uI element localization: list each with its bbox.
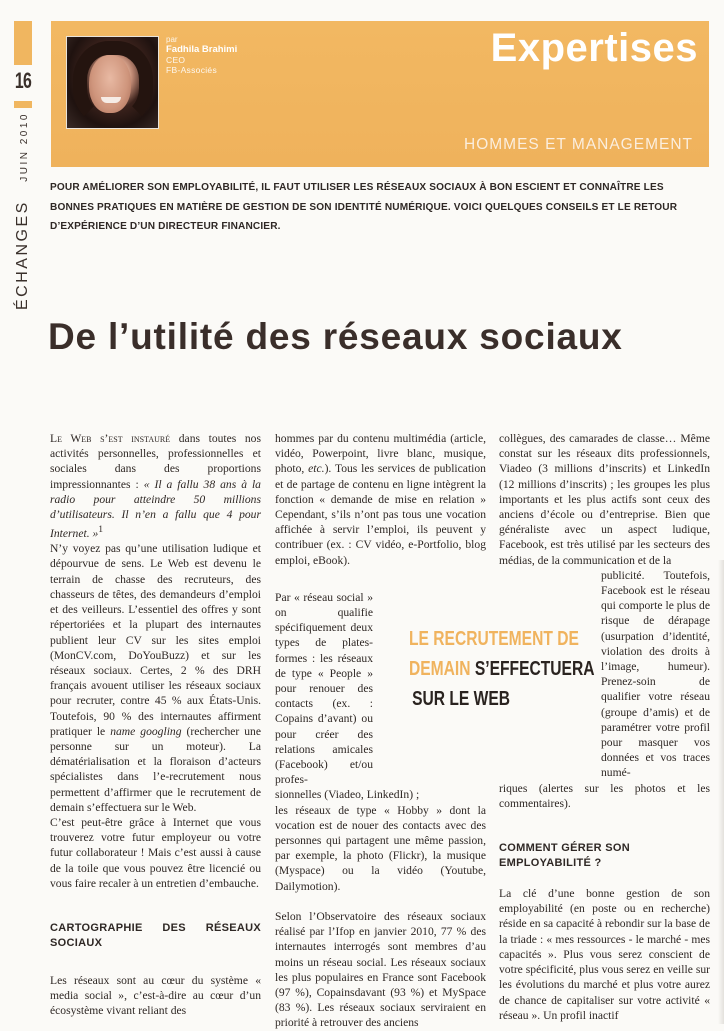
paragraph: les réseaux de type « Hobby » dont la vocation est de nouer des contacts avec des personnes qui partagent une même passion, par exemple, la photo (Flickr), la musique (Myspace) ou la vidéo (Youtube, Dailymotion). [275, 803, 486, 893]
page-number: 16 [14, 68, 32, 93]
issue-date: JUIN 2010 [19, 112, 30, 182]
article-column-2 [275, 431, 486, 1031]
paragraph: C’est peut-être grâce à Internet que vous trouverez votre futur employeur ou votre futur collaborateur ! Mais c’est aussi à cause de la toile que vous pouvez être licencié ou vous faire recaler à un entretien d’embauche. [50, 815, 261, 890]
header-banner [51, 21, 709, 167]
rail-accent-bar-small [14, 101, 32, 108]
paragraph: hommes par du contenu multimédia (article, vidéo, Powerpoint, livre blanc, musique, photo, etc.). Tous les services de publication et de partage de contenu en ligne intègrent la fonction « demande de mise en relation » Cependant, s’ils n’ont pas tous une vocation affichée à servir l’emploi, ils peuvent y contribuer (ex. : CV vidéo, e-Portfolio, blog emploi, eBook). [275, 432, 486, 567]
section-subtitle: HOMMES ET MANAGEMENT [464, 136, 693, 153]
subheading: COMMENT GÉRER SON EMPLOYABILITÉ ? [499, 842, 630, 870]
quote: « Il a fallu 38 ans à la radio pour atteindre 50 millions d’utilisateurs. Il n’en a fallu que 4 pour Internet. » [50, 477, 261, 541]
article-intro: POUR AMÉLIORER SON EMPLOYABILITÉ, IL FAUT UTILISER LES RÉSEAUX SOCIAUX À BON ESCIENT ET CONNAÎTRE LES BONNES PRATIQUES EN MATIÈRE DE GESTION DE SON IDENTITÉ NUMÉRIQUE. VOICI QUELQUES CONSEILS ET LE RETOUR D’EXPÉRIENCE D’UN DIRECTEUR FINANCIER. [50, 182, 678, 232]
article-column-1 [50, 431, 261, 1019]
paragraph: collègues, des camarades de classe… Même constat sur les réseaux dits professionnels, Viadeo (3 millions d’inscrits) et LinkedIn (12 millions d’inscrits) ; les groupes les plus importants et les plus actifs sont ceux des anciens d’école ou d’entreprise. Bien que généraliste avec un aspect ludique, Facebook, est très utilisé par les secteurs des médias, de la communication et de la [499, 432, 710, 567]
article-column-3 [499, 431, 710, 1023]
subheading: CARTOGRAPHIE DES RÉSEAUX SOCIAUX [50, 921, 261, 949]
page-edge-shadow [718, 560, 724, 1024]
section-title: Expertises [490, 26, 698, 70]
paragraph: publicité. Toutefois, Facebook est le réseau qui comporte le plus de risque de dérapage (usurpation d’identité, violation des droits à l’image, humeur). Prenez-soin de qualifier votre réseau (groupe d’amis) et de paramétrer votre profil pour masquer vos données et vos traces numé- [601, 568, 710, 780]
author-name: Fadhila Brahimi [166, 44, 238, 55]
rail-vertical-text [14, 112, 34, 510]
paragraph: Par « réseau social » on qualifie spécifiquement deux types de plates-formes : les réseaux de type « People » pour renouer des contacts (ex. : Copains d’avant) ou pour créer des relations amicales (Facebook) et/ou profes- [275, 590, 373, 787]
paragraph: Selon l’Observatoire des réseaux sociaux réalisé par l’Ifop en janvier 2010, 77 % des internautes interrogés sont membres d’au moins un réseau social. Les réseaux sociaux les plus populaires en France sont Facebook (97 %), Copainsdavant (93 %) et MySpace (83 %). Les réseaux sociaux serviraient en priorité à retrouver des anciens [275, 909, 486, 1030]
paragraph: La clé d’une bonne gestion de son employabilité (en poste ou en recherche) réside en sa capacité à rebondir sur la base de la triade : « mes ressources - le marché - mes capacités ». Plus vous serez conscient de votre spécificité, plus vous serez en veille sur les évolutions du marché et plus votre aurez de chance de capitaliser sur votre activité « réseau ». Un profil inactif [499, 887, 710, 1022]
paragraph: Les réseaux sont au cœur du système « media social », c’est-à-dire au cœur d’un écosystème vivant reliant des [50, 973, 261, 1018]
rail-accent-bar [14, 21, 32, 65]
byline-prefix: par [166, 35, 178, 44]
pull-quote: LE RECRUTEMENT DE DEMAIN S’EFFECTUERA SUR LE WEB [409, 628, 595, 710]
author-role: CEO [166, 55, 186, 65]
paragraph: N’y voyez pas qu’une utilisation ludique et dépourvue de sens. Le Web est devenu le terrain de chasse des recruteurs, des chasseurs de têtes, des demandeurs d’emploi et des veilleurs. L’essentiel des offres y sont répertoriées et la plupart des internautes publient leur CV sur les sites emploi (MonCV.com, DoYouBuzz) et sur les réseaux sociaux. Certes, 2 % des DRH français avouent utiliser les réseaux sociaux pour recruter, contre 45 % aux États-Unis. Toutefois, 90 % des internautes affirment pratiquer le name googling (rechercher une personne sur un moteur). La dématérialisation et la floraison d’acteurs spécialistes dans l’e-recrutement nous permettent d’affirmer que le recrutement de demain s’effectuera sur le Web. [50, 542, 261, 814]
byline [166, 35, 237, 75]
author-photo [66, 36, 159, 129]
paragraph: Le Web s’est instauré dans toutes nos activités personnelles, professionnelles et sociales dans des proportions impressionnantes : « Il a fallu 38 ans à la radio pour atteindre 50 millions d’utilisateurs. Il n’en a fallu que 4 pour Internet. »$^1$ [50, 432, 261, 541]
paragraph: sionnelles (Viadeo, LinkedIn) ; [275, 788, 420, 802]
article-title: De l’utilité des réseaux sociaux [48, 316, 623, 357]
paragraph: riques (alertes sur les photos et les commentaires). [499, 781, 710, 810]
lead-in: Le Web s’est instauré [50, 432, 171, 445]
author-company: FB-Associés [166, 65, 218, 75]
magazine-name: ÉCHANGES [14, 200, 31, 310]
footnote-marker: 1 [98, 524, 104, 536]
